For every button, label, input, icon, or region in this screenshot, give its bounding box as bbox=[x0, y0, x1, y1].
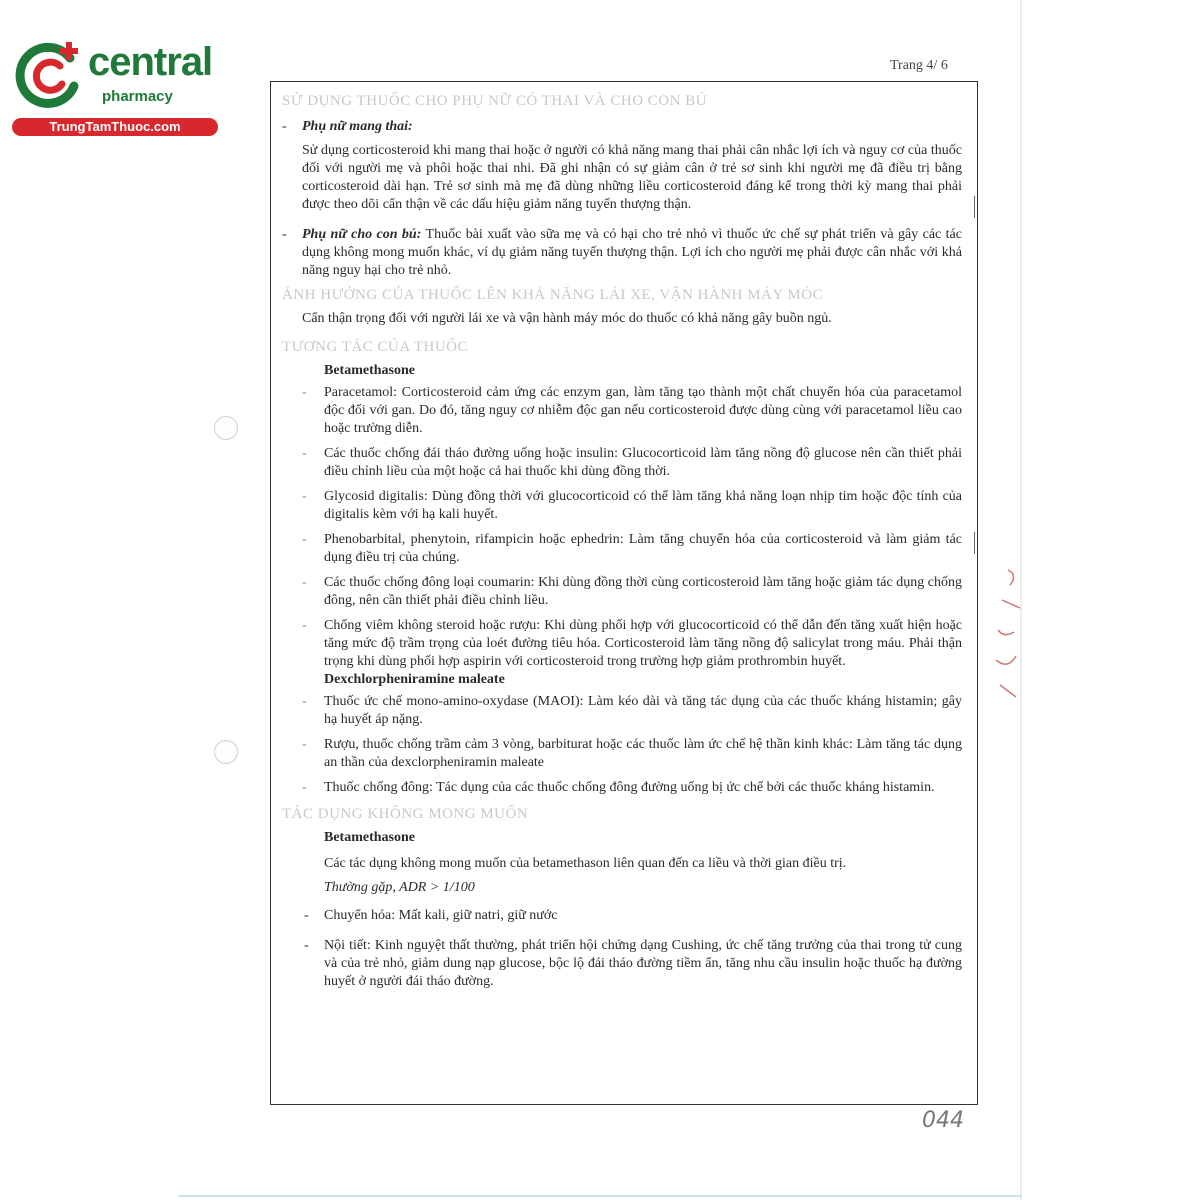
breastfeeding-block: - Phụ nữ cho con bú: Thuốc bài xuất vào sữa mẹ và có hại cho trẻ nhỏ vì thuốc ức chế sự phát triển và gây các tác dụng không mong muốn khác, ví dụ giảm năng tuyến thượng thận. Lợi ích cho người mẹ phải được cân nhắc với khả năng nguy hại cho trẻ nhỏ. bbox=[282, 227, 962, 278]
adverse-frequency: Thường gặp, ADR > 1/100 bbox=[324, 880, 475, 895]
betamethasone-heading: Betamethasone bbox=[324, 363, 415, 378]
list-item: - Chuyển hóa: Mất kali, giữ natri, giữ nước bbox=[304, 908, 558, 923]
brand-subtitle: pharmacy bbox=[102, 88, 173, 105]
list-item: - Nội tiết: Kinh nguyệt thất thường, phát triển hội chứng dạng Cushing, ức chế tăng trưởng của thai trong tử cung và của trẻ nhỏ, giảm dung nạp glucose, bộc lộ đái tháo đường tiềm ẩn, tăng nhu cầu insulin hoặc thuốc hạ đường huyết ở người đái tháo đường. bbox=[304, 938, 962, 989]
punch-hole bbox=[214, 740, 238, 764]
margin-stamp-mark bbox=[988, 560, 1028, 710]
margin-line bbox=[974, 532, 975, 554]
list-item: - Phenobarbital, phenytoin, rifampicin hoặc ephedrin: Làm tăng chuyển hóa của corticosteroid và làm giảm tác dụng điều trị của chúng. bbox=[302, 532, 962, 565]
list-item: - Các thuốc chống đái tháo đường uống hoặc insulin: Glucocorticoid làm tăng nồng độ glucose nên cần thiết phải điều chỉnh liều của một hoặc cả hai thuốc khi dùng đồng thời. bbox=[302, 446, 962, 479]
list-item: - Các thuốc chống đông loại coumarin: Khi dùng đồng thời cùng corticosteroid làm tăng hoặc giảm tác dụng chống đông, nên cần thiết phải điều chỉnh liều. bbox=[302, 575, 962, 608]
list-item: - Thuốc chống đông: Tác dụng của các thuốc chống đông đường uống bị ức chế bởi các thuốc kháng histamin. bbox=[302, 780, 935, 795]
pregnant-heading: Phụ nữ mang thai bbox=[302, 119, 409, 134]
breastfeeding-heading: Phụ nữ cho con bú bbox=[302, 227, 417, 242]
brand-logo bbox=[10, 38, 220, 138]
pregnant-text: Sử dụng corticosteroid khi mang thai hoặc ở người có khả năng mang thai phải cân nhắc lợi ích và nguy cơ của thuốc đối với người mẹ và phôi hoặc thai nhi. Đã ghi nhận có sự giảm cân ở trẻ sơ sinh khi người mẹ đã điều trị bằng corticosteroid dài hạn. Trẻ sơ sinh mà mẹ đã dùng những liều corticosteroid đáng kể trong thời kỳ mang thai phải được theo dõi cẩn thận về các dấu hiệu giảm năng tuyến thượng thận. bbox=[302, 143, 962, 212]
dexchlor-heading: Dexchlorpheniramine maleate bbox=[324, 672, 505, 687]
handwritten-page-number: 044 bbox=[922, 1108, 964, 1133]
adverse-intro: Các tác dụng không mong muốn của betamethason liên quan đến ca liều và thời gian điều trị. bbox=[324, 856, 847, 871]
section-title-pregnancy: SỬ DỤNG THUỐC CHO PHỤ NỮ CÓ THAI VÀ CHO CON BÚ bbox=[282, 93, 708, 109]
brand-website: TrungTamThuoc.com bbox=[12, 118, 218, 136]
brand-name: central bbox=[88, 40, 213, 84]
list-item: - Rượu, thuốc chống trầm cảm 3 vòng, barbiturat hoặc các thuốc làm ức chế hệ thần kinh khác: Làm tăng tác dụng an thần của dexclorpheniramin maleate bbox=[302, 737, 962, 770]
page-edge-bottom bbox=[178, 1195, 1022, 1197]
breastfeeding-text: Thuốc bài xuất vào sữa mẹ và có hại cho trẻ nhỏ vì thuốc ức chế sự phát triển và gây các tác dụng không mong muốn khác, ví dụ giảm năng tuyến thượng thận. Lợi ích cho người mẹ phải được cân nhắc với khả năng nguy hại cho trẻ nhỏ. bbox=[302, 227, 962, 278]
punch-hole bbox=[214, 416, 238, 440]
pharmacy-cross-icon bbox=[10, 38, 88, 114]
section-title-driving: ẢNH HƯỞNG CỦA THUỐC LÊN KHẢ NĂNG LÁI XE, VẬN HÀNH MÁY MÓC bbox=[282, 287, 824, 303]
list-item: - Thuốc ức chế mono-amino-oxydase (MAOI): Làm kéo dài và tăng tác dụng của các thuốc kháng histamin; gây hạ huyết áp nặng. bbox=[302, 694, 962, 727]
pregnant-block: - Phụ nữ mang thai: bbox=[282, 119, 413, 134]
page-number: Trang 4/ 6 bbox=[890, 58, 948, 73]
margin-line bbox=[974, 196, 975, 218]
document-content bbox=[282, 88, 962, 1003]
list-item: - Paracetamol: Corticosteroid cảm ứng các enzym gan, làm tăng tạo thành một chất chuyển hóa của paracetamol độc đối với gan. Do đó, tăng nguy cơ nhiễm độc gan nếu corticosteroid được dùng cùng với paracetamol liều cao hoặc trường diễn. bbox=[302, 385, 962, 436]
list-item: - Glycosid digitalis: Dùng đồng thời với glucocorticoid có thể làm tăng khả năng loạn nhịp tim hoặc độc tính của digitalis kèm với hạ kali huyết. bbox=[302, 489, 962, 522]
adverse-betamethasone-heading: Betamethasone bbox=[324, 830, 415, 845]
list-item: - Chống viêm không steroid hoặc rượu: Khi dùng phối hợp với glucocorticoid có thể dẫn đến tăng xuất hiện hoặc tăng mức độ trầm trọng của loét đường tiêu hóa. Corticosteroid làm tăng nồng độ salicylat trong máu. Phải thận trọng khi dùng phối hợp aspirin với corticosteroid trong trường hợp giảm prothrombin huyết. bbox=[302, 618, 962, 669]
section-title-interactions: TƯƠNG TÁC CỦA THUỐC bbox=[282, 339, 469, 355]
section-title-adverse: TÁC DỤNG KHÔNG MONG MUỐN bbox=[282, 806, 529, 822]
driving-text: Cẩn thận trọng đối với người lái xe và vận hành máy móc do thuốc có khả năng gây buồn ngủ. bbox=[302, 311, 832, 326]
